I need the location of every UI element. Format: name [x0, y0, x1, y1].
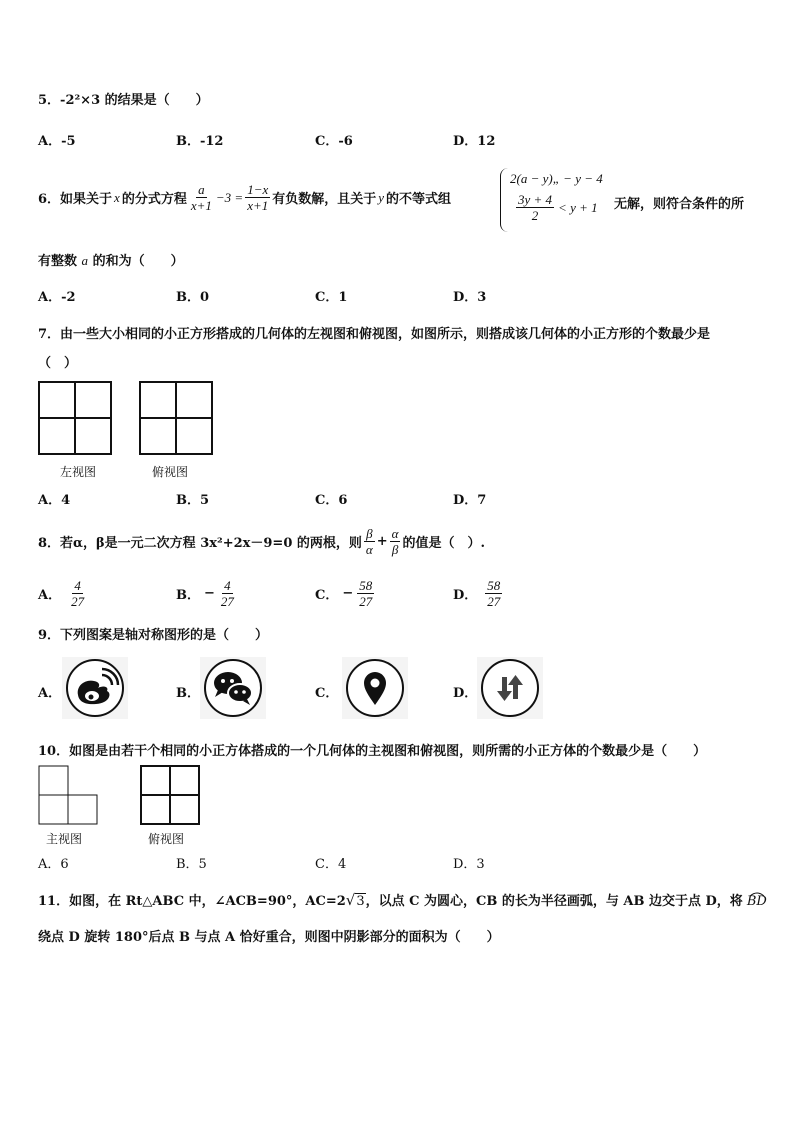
q6-line2-b: 的和为（ ）: [92, 254, 184, 269]
q8-option-d[interactable]: [453, 578, 502, 609]
q7-caption-top-view: 俯视图: [152, 465, 189, 479]
q9-stem: 9．下列图案是轴对称图形的是（ ）: [38, 628, 269, 643]
q8-option-c-num: 58: [359, 578, 373, 593]
q10-top-view-figure: [140, 765, 200, 825]
transfer-arrows-icon[interactable]: [477, 657, 543, 719]
q8-option-b-num: 4: [224, 578, 231, 593]
q11-arc-bd: [747, 892, 767, 907]
q6-ineq2-num: 3y + 4: [518, 192, 553, 207]
q10-option-d[interactable]: D．3: [453, 857, 485, 872]
q8-option-d-fraction: [485, 578, 502, 609]
q6-option-a[interactable]: A．-2: [38, 290, 76, 305]
q5-option-d[interactable]: D．12: [453, 134, 496, 149]
location-pin-icon[interactable]: [342, 657, 408, 719]
q10-stem: 10．如图是由若干个相同的小正方体搭成的一个几何体的主视图和俯视图，则所需的小正方体的个数最少是（ ）: [38, 744, 707, 759]
q6-frac2-den: x+1: [247, 198, 269, 213]
q8-option-c-sign: −: [342, 586, 354, 601]
q8-text-a: 8．若α，β是一元二次方程 3x²+2x－9=0 的两根，则: [38, 536, 362, 551]
q7-option-c[interactable]: C．6: [315, 493, 348, 508]
q7-left-view-figure: [38, 381, 112, 455]
q8-option-a-den: 27: [71, 594, 85, 609]
q5-option-a[interactable]: A．-5: [38, 134, 76, 149]
q8-option-b-fraction: [219, 578, 236, 609]
q8-option-c-den: 27: [359, 594, 373, 609]
q9-option-c-label[interactable]: C．: [315, 686, 339, 701]
q6-text-b: 的分式方程: [121, 192, 187, 207]
q9-option-d-label[interactable]: D．: [453, 686, 478, 701]
q6-frac1-num: a: [198, 182, 205, 197]
q6-option-d[interactable]: D．3: [453, 290, 487, 305]
wechat-icon[interactable]: [200, 657, 266, 719]
q11-line1-b: ，以点 C 为圆心，CB 的长为半径画弧，与 AB 边交于点 D，将: [365, 894, 743, 909]
q8-option-a-fraction: [69, 578, 86, 609]
q8-f1-num: β: [366, 526, 373, 541]
q8-option-c[interactable]: [315, 578, 374, 609]
q6-frac1-den: x+1: [190, 198, 212, 213]
q8-fraction-1: [364, 526, 375, 557]
q10-option-a[interactable]: A．6: [38, 857, 69, 872]
q6-ineq2-rhs: < y + 1: [558, 199, 598, 215]
q7-stem-line2: （ ）: [38, 356, 78, 371]
q10-option-b[interactable]: B．5: [176, 857, 207, 872]
q8-stem: [38, 526, 485, 557]
q10-caption-front-view: 主视图: [46, 832, 83, 846]
q7-caption-left-view: 左视图: [60, 465, 97, 479]
q8-option-a-num: 4: [74, 578, 81, 593]
q6-option-c[interactable]: C．1: [315, 290, 348, 305]
q8-option-d-num: 58: [487, 578, 501, 593]
q8-option-c-label: C．: [315, 588, 339, 603]
q6-text-d: 的不等式组: [386, 192, 452, 207]
q6-ineq2-den: 2: [531, 208, 539, 223]
q6-text-a: 6．如果关于: [38, 192, 113, 207]
q10-caption-top-view: 俯视图: [148, 832, 185, 846]
q11-arc-label: BD: [746, 894, 767, 909]
q6-inequality-1: 2(a − y)„ − y − 4: [510, 171, 603, 186]
q8-f1-den: α: [365, 542, 373, 557]
q6-frac2-num: 1−x: [247, 182, 269, 197]
q8-option-d-label: D．: [453, 588, 478, 603]
q9-option-b-label[interactable]: B．: [176, 686, 200, 701]
weibo-icon[interactable]: [62, 657, 128, 719]
q11-line2: 绕点 D 旋转 180°后点 B 与点 A 恰好重合，则图中阴影部分的面积为（ ）: [38, 930, 500, 945]
q8-option-b-sign: −: [204, 586, 215, 601]
q5-stem: 5．-2²×3 的结果是（ ）: [38, 93, 209, 108]
q7-option-a[interactable]: A．4: [38, 493, 71, 508]
q8-option-d-den: 27: [487, 594, 501, 609]
q7-top-view-figure: [139, 381, 213, 455]
q6-text-c: 有负数解，且关于: [272, 192, 377, 207]
q11-line1: [38, 890, 767, 909]
q6-ineq2-fraction: [516, 192, 554, 223]
q7-option-b[interactable]: B．5: [176, 493, 210, 508]
q6-text-e: 无解，则符合条件的所: [614, 197, 745, 212]
q8-fraction-2: [390, 526, 401, 557]
q6-var-x: x: [114, 189, 120, 205]
q6-fraction-1: [189, 182, 214, 213]
q10-front-view-figure: [38, 765, 98, 825]
q8-option-b-label: B．: [176, 588, 200, 603]
q10-option-c[interactable]: C．4: [315, 857, 347, 872]
q6-var-y: y: [378, 189, 385, 205]
q11-sqrt: √ 3: [345, 890, 365, 909]
q6-option-b[interactable]: B．0: [176, 290, 210, 305]
q6-stem: [38, 182, 451, 213]
q6-fraction-2: [245, 182, 270, 213]
q6-inequality-2: [516, 192, 598, 223]
q9-option-a-label[interactable]: A．: [38, 686, 62, 701]
q6-line2: [38, 250, 184, 269]
q8-f2-num: α: [391, 526, 399, 541]
q6-var-a: a: [81, 253, 89, 268]
q11-sqrt-value: 3: [356, 893, 365, 909]
q6-line2-a: 有整数: [38, 254, 78, 269]
q11-line1-a: 11．如图，在 Rt△ABC 中，∠ACB=90°，AC=2: [38, 894, 346, 909]
q7-stem-line1: 7．由一些大小相同的小正方形搭成的几何体的左视图和俯视图，如图所示，则搭成该几何体的小正方形的个数最少是: [38, 327, 711, 342]
q8-option-a[interactable]: [38, 578, 86, 609]
q8-option-b-den: 27: [220, 594, 234, 609]
q6-system-brace: [500, 168, 509, 232]
q5-option-b[interactable]: B．-12: [176, 134, 224, 149]
q7-option-d[interactable]: D．7: [453, 493, 487, 508]
q8-option-c-fraction: [357, 578, 374, 609]
q6-minus3: −3 =: [215, 189, 244, 205]
q8-f2-den: β: [391, 542, 399, 557]
q8-option-a-label: A．: [38, 588, 62, 603]
q8-text-b: 的值是（ ）.: [402, 536, 485, 551]
q5-option-c[interactable]: C．-6: [315, 134, 353, 149]
q8-option-b[interactable]: [176, 578, 236, 609]
q8-plus: +: [376, 534, 388, 549]
